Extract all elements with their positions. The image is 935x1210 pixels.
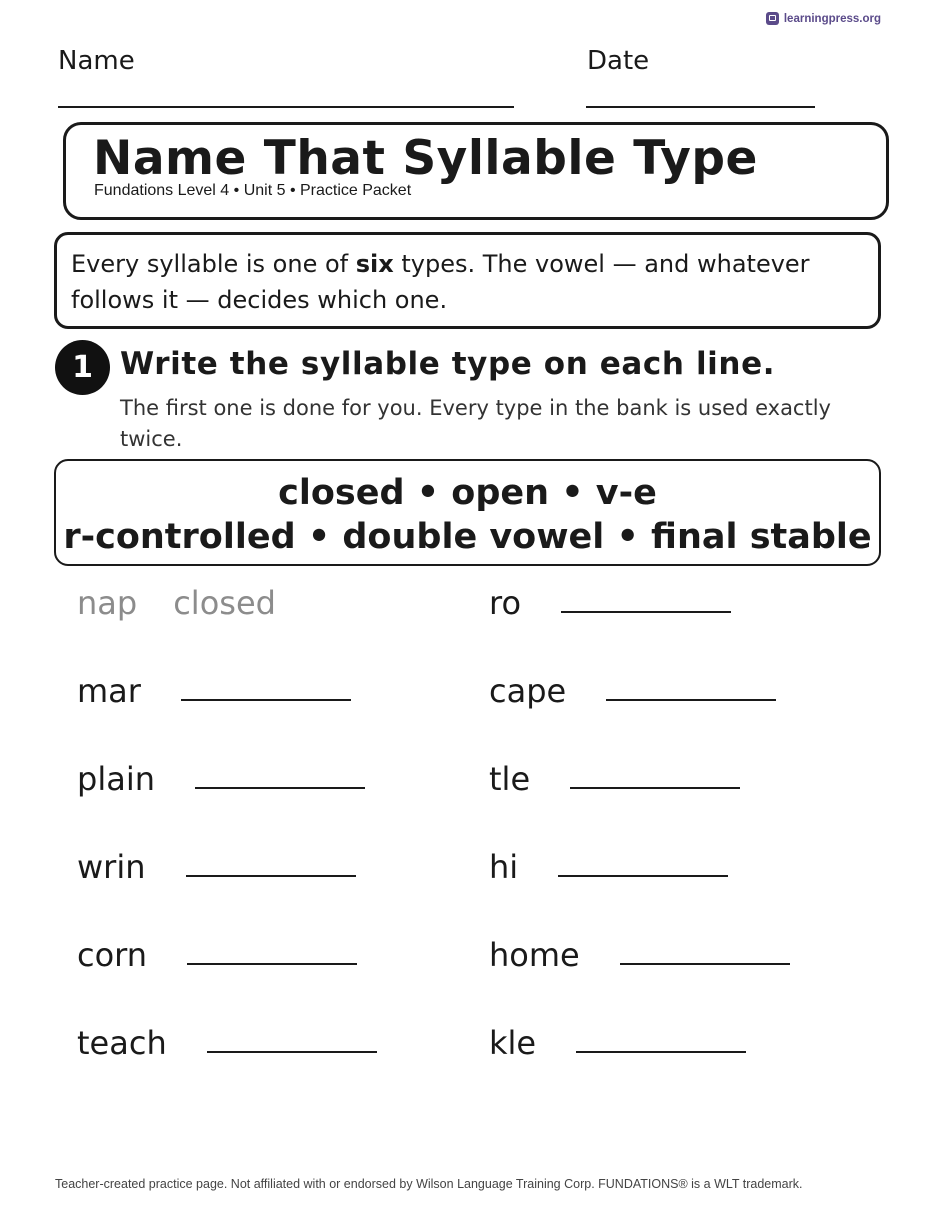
list-item (77, 1018, 377, 1062)
date-label: Date (587, 46, 650, 76)
item-word: mar (77, 672, 141, 710)
list-item (77, 842, 356, 886)
answer-blank[interactable] (570, 787, 740, 789)
rule-text-after: types. The vowel — and whatever follows it — decides which one. (71, 250, 810, 314)
list-item (489, 930, 790, 974)
logo-icon (766, 12, 779, 25)
word-bank-line-2: r-controlled • double vowel • final stable (63, 517, 872, 557)
page-subtitle: Fundations Level 4 • Unit 5 • Practice Packet (94, 182, 412, 199)
list-item (489, 666, 776, 710)
date-line[interactable] (586, 106, 815, 108)
answer-blank[interactable] (620, 963, 790, 965)
logo-text: learningpress.org (783, 12, 881, 25)
answer-blank[interactable] (207, 1051, 377, 1053)
item-word: corn (77, 936, 148, 974)
question-number-badge: 1 (55, 340, 110, 395)
answer-blank[interactable] (561, 611, 731, 613)
item-word: plain (77, 760, 155, 798)
page-title: Name That Syllable Type (93, 131, 758, 186)
list-item (77, 754, 365, 798)
list-item (77, 930, 357, 974)
footer-disclaimer: Teacher-created practice page. Not affiliated with or endorsed by Wilson Language Training Corp. FUNDATIONS® is a WLT trademark. (55, 1177, 803, 1191)
item-word: hi (489, 848, 519, 886)
word-bank (54, 459, 881, 566)
example-word: nap (77, 584, 138, 622)
item-word: kle (489, 1024, 537, 1062)
question-instructions: The first one is done for you. Every type in the bank is used exactly twice. (120, 396, 831, 451)
list-item (489, 578, 731, 622)
answer-blank[interactable] (576, 1051, 746, 1053)
rule-box (54, 232, 881, 329)
rule-text-before: Every syllable is one of (71, 250, 356, 278)
item-word: teach (77, 1024, 167, 1062)
example-answer: closed (173, 584, 276, 622)
item-word: home (489, 936, 580, 974)
answer-blank[interactable] (186, 875, 356, 877)
answer-blank[interactable] (558, 875, 728, 877)
item-word: ro (489, 584, 522, 622)
list-item (77, 666, 351, 710)
question-title: Write the syllable type on each line. (120, 346, 776, 382)
example-item (77, 578, 276, 622)
name-label: Name (58, 46, 135, 76)
item-word: cape (489, 672, 567, 710)
item-word: wrin (77, 848, 146, 886)
rule-emphasis: six (355, 250, 394, 278)
answer-blank[interactable] (606, 699, 776, 701)
answer-blank[interactable] (181, 699, 351, 701)
list-item (489, 1018, 746, 1062)
item-word: tle (489, 760, 531, 798)
list-item (489, 842, 728, 886)
list-item (489, 754, 740, 798)
answer-blank[interactable] (187, 963, 357, 965)
name-line[interactable] (58, 106, 514, 108)
site-logo (766, 12, 881, 25)
answer-blank[interactable] (195, 787, 365, 789)
word-bank-line-1: closed • open • v-e (278, 473, 657, 513)
title-box (63, 122, 889, 220)
